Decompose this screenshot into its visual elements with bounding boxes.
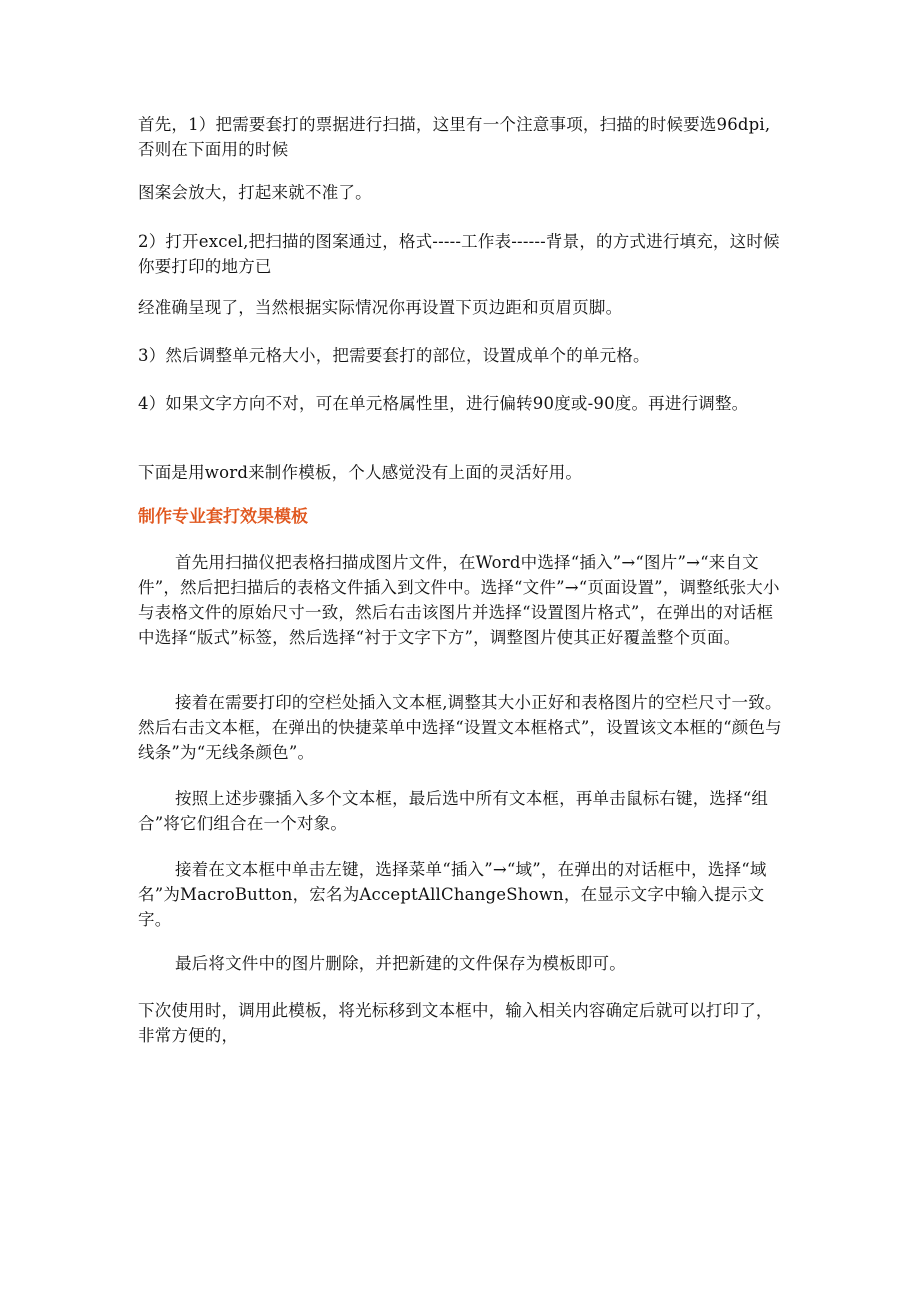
paragraph-word-intro: 下面是用word来制作模板，个人感觉没有上面的灵活好用。 (138, 463, 583, 482)
section-heading: 制作专业套打效果模板 (138, 507, 308, 527)
paragraph-step-4: 4）如果文字方向不对，可在单元格属性里，进行偏转90度或-90度。再进行调整。 (138, 394, 749, 413)
paragraph-field: 接着在文本框中单击左键，选择菜单“插入”→“域”，在弹出的对话框中，选择“域名”为MacroButton，宏名为AcceptAllChangeShown，在显示文字中输入提示文字。 (138, 860, 767, 929)
paragraph-save-template: 最后将文件中的图片删除，并把新建的文件保存为模板即可。 (175, 954, 626, 973)
paragraph-step-2-continued: 经准确呈现了，当然根据实际情况你再设置下页边距和页眉页脚。 (138, 298, 623, 317)
paragraph-group: 按照上述步骤插入多个文本框，最后选中所有文本框，再单击鼠标右键，选择“组合”将它们组合在一个对象。 (138, 789, 769, 833)
paragraph-step-3: 3）然后调整单元格大小，把需要套打的部位，设置成单个的单元格。 (138, 346, 650, 365)
paragraph-step-2: 2）打开excel,把扫描的图案通过，格式-----工作表------背景，的方式进行填充，这时候你要打印的地方已 (138, 232, 780, 276)
paragraph-scan-insert: 首先用扫描仪把表格扫描成图片文件，在Word中选择“插入”→“图片”→“来自文件”，然后把扫描后的表格文件插入到文件中。选择“文件”→“页面设置”，调整纸张大小与表格文件的原始尺寸一致，然后右击该图片并选择“设置图片格式”，在弹出的对话框中选择“版式”标签，然后选择“衬于文字下方”，调整图片使其正好覆盖整个页面。 (138, 553, 780, 647)
paragraph-closing: 下次使用时，调用此模板，将光标移到文本框中，输入相关内容确定后就可以打印了，非常方便的， (138, 1001, 773, 1045)
paragraph-textbox: 接着在需要打印的空栏处插入文本框,调整其大小正好和表格图片的空栏尺寸一致。然后右击文本框，在弹出的快捷菜单中选择“设置文本框格式”，设置该文本框的“颜色与线条”为“无线条颜色”。 (138, 693, 782, 762)
paragraph-step-1: 首先，1）把需要套打的票据进行扫描，这里有一个注意事项，扫描的时候要选96dpi,否则在下面用的时候 (138, 115, 771, 159)
paragraph-step-1-continued: 图案会放大，打起来就不准了。 (138, 183, 372, 202)
